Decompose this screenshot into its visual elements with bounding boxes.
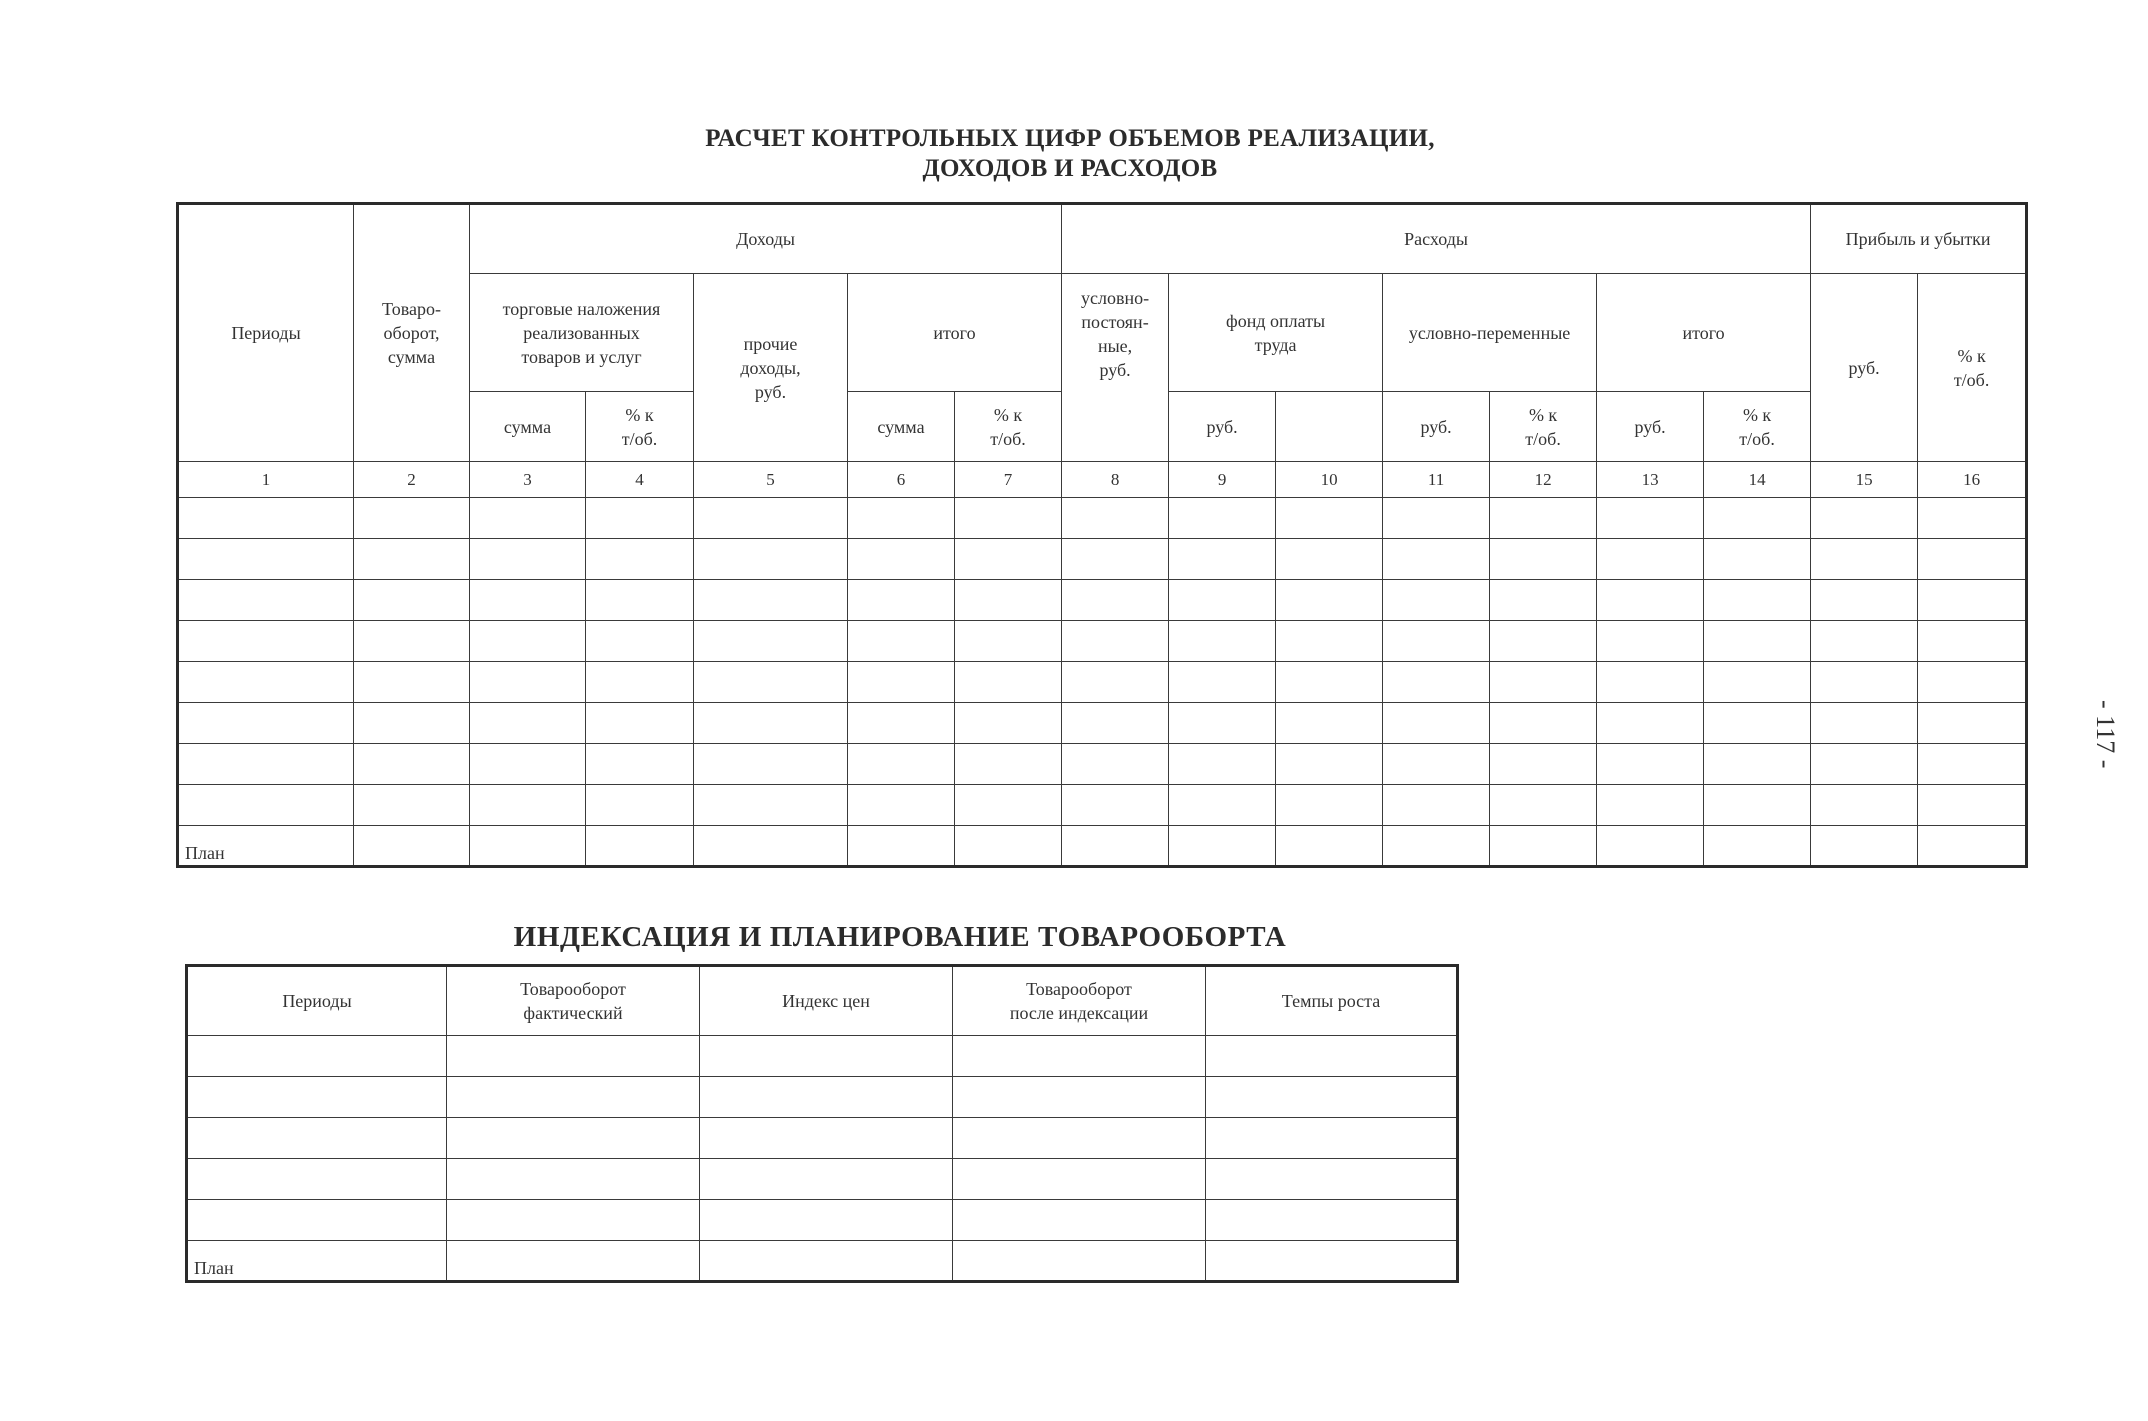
col-number: 8 xyxy=(1062,462,1169,498)
header-expenses: Расходы xyxy=(1062,204,1811,274)
table1-title-line1: РАСЧЕТ КОНТРОЛЬНЫХ ЦИФР ОБЪЕМОВ РЕАЛИЗАЦИИ, xyxy=(705,125,1435,152)
col-number: 3 xyxy=(470,462,586,498)
table-row xyxy=(187,1118,1458,1159)
col-number: 11 xyxy=(1383,462,1490,498)
plan-row xyxy=(187,1241,1458,1282)
table1-body xyxy=(178,498,2027,867)
table-row xyxy=(187,1036,1458,1077)
header-income-total-sum: сумма xyxy=(848,392,955,462)
col-number: 6 xyxy=(848,462,955,498)
table-row xyxy=(178,744,2027,785)
header-periods: Периоды xyxy=(187,966,447,1036)
page-number: - 117 - xyxy=(2091,700,2120,769)
header-payroll-blank xyxy=(1276,392,1383,462)
header-variable-rub: руб. xyxy=(1383,392,1490,462)
table1-title-line2: ДОХОДОВ И РАСХОДОВ xyxy=(922,155,1218,182)
table-row xyxy=(187,1077,1458,1118)
header-payroll: фонд оплаты труда xyxy=(1169,274,1383,392)
column-number-row xyxy=(178,462,2027,498)
turnover-indexation-table xyxy=(185,964,1459,1283)
header-markup-pct: % к т/об. xyxy=(586,392,694,462)
header-turnover: Товаро- оборот, сумма xyxy=(354,204,470,462)
header-periods: Периоды xyxy=(178,204,354,462)
header-expense-total-pct: % к т/об. xyxy=(1704,392,1811,462)
header-profit-pct: % к т/об. xyxy=(1918,274,2027,462)
table-row xyxy=(187,1159,1458,1200)
col-number: 4 xyxy=(586,462,694,498)
plan-label: План xyxy=(187,1241,447,1282)
header-trade-markup: торговые наложения реализованных товаров и услуг xyxy=(470,274,694,392)
col-number: 10 xyxy=(1276,462,1383,498)
header-income-total: итого xyxy=(848,274,1062,392)
header-actual-turnover: Товарооборот фактический xyxy=(447,966,700,1036)
sales-income-expense-table xyxy=(176,202,2028,868)
table2-title: ИНДЕКСАЦИЯ И ПЛАНИРОВАНИЕ ТОВАРООБОРТА xyxy=(513,921,1287,953)
header-profit-rub: руб. xyxy=(1811,274,1918,462)
header-incomes: Доходы xyxy=(470,204,1062,274)
col-number: 7 xyxy=(955,462,1062,498)
col-number: 14 xyxy=(1704,462,1811,498)
table-row xyxy=(178,539,2027,580)
col-number: 2 xyxy=(354,462,470,498)
table1-title xyxy=(400,124,1740,184)
header-variable-expenses: условно-переменные xyxy=(1383,274,1597,392)
header-payroll-rub: руб. xyxy=(1169,392,1276,462)
col-number: 13 xyxy=(1597,462,1704,498)
col-number: 9 xyxy=(1169,462,1276,498)
header-variable-pct: % к т/об. xyxy=(1490,392,1597,462)
plan-label: План xyxy=(178,826,354,867)
header-other-income: прочие доходы, руб. xyxy=(694,274,848,462)
header-fixed-expenses: условно- постоян- ные, руб. xyxy=(1062,274,1169,462)
header-expense-total-rub: руб. xyxy=(1597,392,1704,462)
header-indexed-turnover: Товарооборот после индексации xyxy=(953,966,1206,1036)
header-income-total-pct: % к т/об. xyxy=(955,392,1062,462)
table-row xyxy=(178,498,2027,539)
col-number: 16 xyxy=(1918,462,2027,498)
table-row xyxy=(178,703,2027,744)
table-row xyxy=(178,580,2027,621)
table-row xyxy=(178,662,2027,703)
header-growth-rate: Темпы роста xyxy=(1206,966,1458,1036)
col-number: 5 xyxy=(694,462,848,498)
table-row xyxy=(178,785,2027,826)
col-number: 1 xyxy=(178,462,354,498)
header-expense-total: итого xyxy=(1597,274,1811,392)
header-profit: Прибыль и убытки xyxy=(1811,204,2027,274)
header-price-index: Индекс цен xyxy=(700,966,953,1036)
table-row xyxy=(178,621,2027,662)
plan-row xyxy=(178,826,2027,867)
col-number: 12 xyxy=(1490,462,1597,498)
col-number: 15 xyxy=(1811,462,1918,498)
header-markup-sum: сумма xyxy=(470,392,586,462)
table-row xyxy=(187,1200,1458,1241)
